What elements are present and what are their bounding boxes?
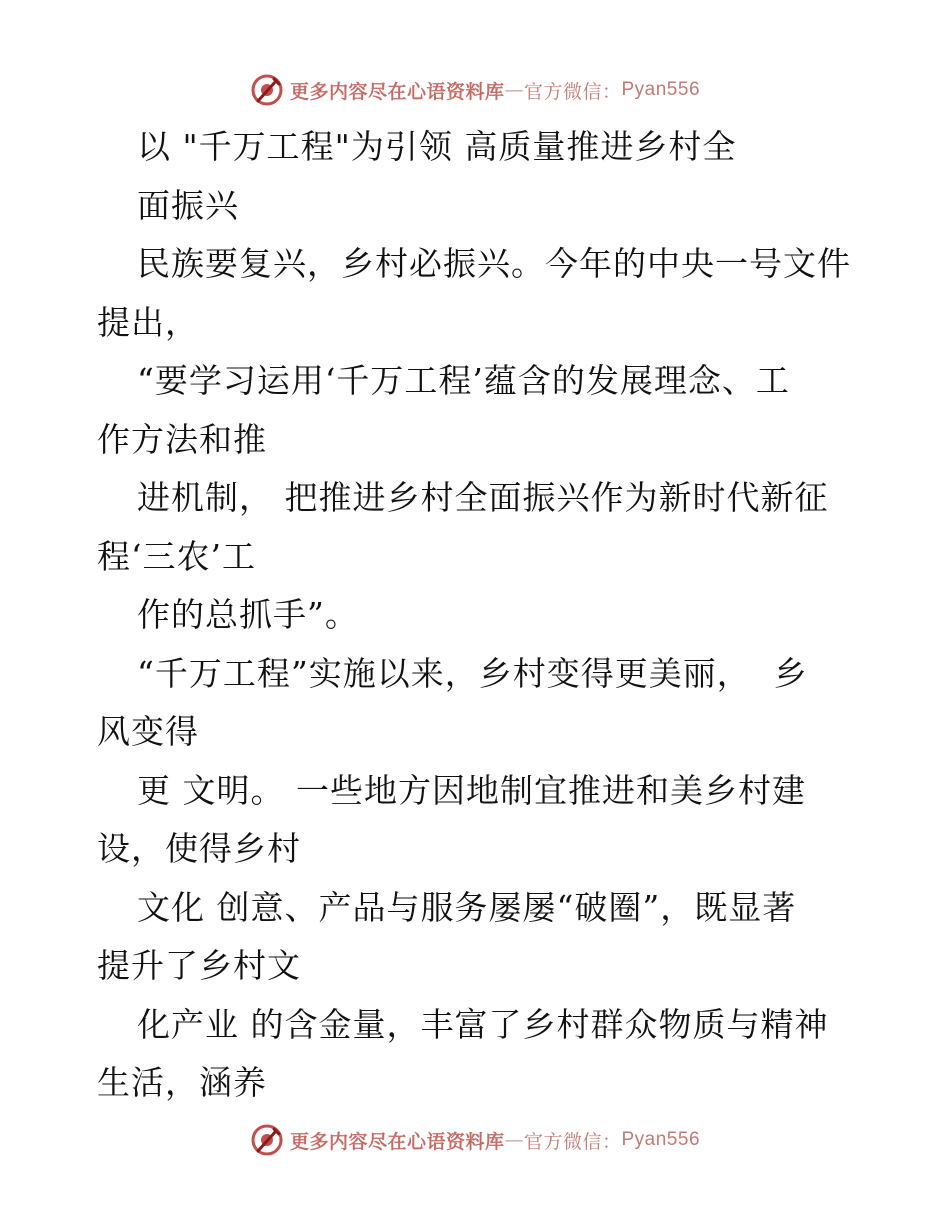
text-line: 生活，涵养 [97, 1063, 267, 1102]
text-line: 文化 创意、产品与服务屡屡“破圈”，既显著 [137, 887, 797, 927]
document-body [97, 118, 857, 1113]
watermark-main-text: 更多内容尽在心语资料库 [289, 1130, 505, 1153]
header-watermark [0, 70, 950, 110]
text-line: 风变得 [97, 712, 199, 751]
watermark-separator: — [504, 1129, 524, 1151]
text-line: 更 文明。 一些地方因地制宜推进和美乡村建 [137, 770, 806, 810]
watermark-label: 官方微信： [523, 1130, 622, 1153]
text-line: 程‘三农’工 [97, 536, 256, 576]
text-line: 面振兴 [137, 185, 239, 225]
text-line: “千万工程”实施以来，乡村变得更美丽， 乡 [137, 653, 808, 693]
watermark-logo-icon [250, 73, 284, 107]
footer-watermark [0, 1120, 950, 1160]
watermark-wechat-id: Pyan556 [621, 79, 701, 100]
watermark-main-text: 更多内容尽在心语资料库 [289, 80, 505, 103]
text-line: 作方法和推 [97, 419, 267, 459]
text-line: 化产业 的含金量，丰富了乡村群众物质与精神 [137, 1004, 829, 1044]
text-line: 进机制， 把推进乡村全面振兴作为新时代新征 [137, 478, 829, 517]
text-line: 民族要复兴，乡村必振兴。今年的中央一号文件 [137, 244, 851, 283]
text-line: 提升了乡村文 [97, 946, 301, 985]
text-line: 设，使得乡村 [97, 829, 301, 868]
text-line: 作的总抓手”。 [137, 595, 359, 634]
watermark-wechat-id: Pyan556 [621, 1129, 701, 1150]
watermark-logo-icon [250, 1123, 284, 1157]
text-line: 提出， [97, 302, 199, 342]
text-line: “要学习运用‘千万工程’蕴含的发展理念、工 [137, 361, 790, 400]
text-line: 以 "千万工程"为引领 高质量推进乡村全 [137, 127, 737, 166]
watermark-label: 官方微信： [523, 80, 622, 103]
watermark-separator: — [504, 79, 524, 101]
